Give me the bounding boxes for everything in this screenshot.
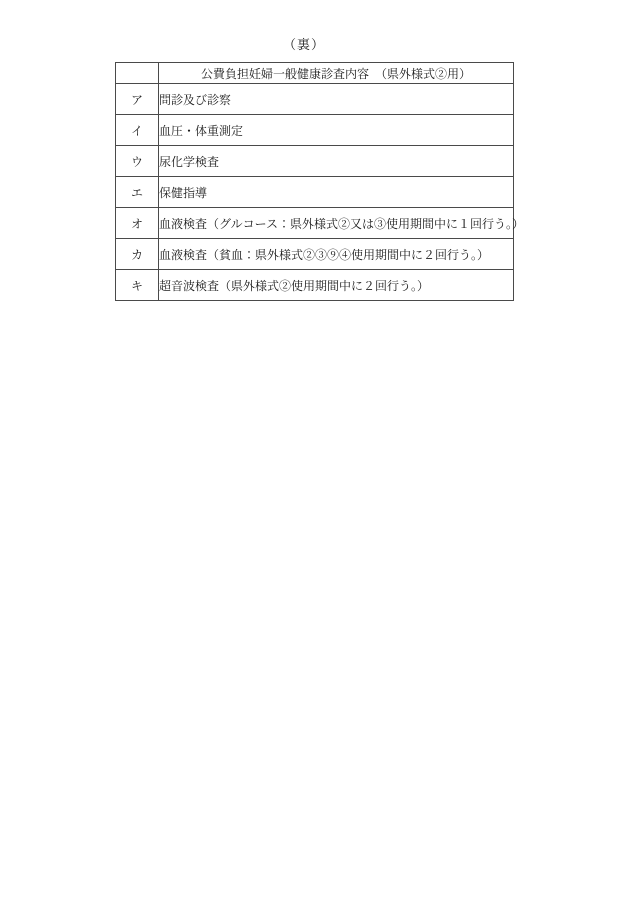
row-content: 血圧・体重測定 [159, 115, 514, 146]
row-content: 問診及び診察 [159, 84, 514, 115]
row-content: 超音波検査（県外様式②使用期間中に２回行う。） [159, 270, 514, 301]
exam-content-table [115, 62, 525, 301]
row-label: イ [116, 115, 159, 146]
table-row [116, 239, 514, 270]
table-row [116, 84, 514, 115]
row-content: 血液検査（グルコース：県外様式②又は③使用期間中に１回行う。） [159, 208, 514, 239]
row-label: キ [116, 270, 159, 301]
row-content: 尿化学検査 [159, 146, 514, 177]
table-row [116, 146, 514, 177]
page-side-label: （裏） [282, 37, 325, 52]
row-label: ア [116, 84, 159, 115]
table-header: 公費負担妊婦一般健康診査内容 （県外様式②用） [159, 63, 514, 84]
table-header-row [116, 63, 514, 84]
row-label: エ [116, 177, 159, 208]
table-row [116, 270, 514, 301]
table-row [116, 177, 514, 208]
row-content: 血液検査（貧血：県外様式②③⑨④使用期間中に２回行う。） [159, 239, 514, 270]
row-content: 保健指導 [159, 177, 514, 208]
table-row [116, 115, 514, 146]
row-label: ウ [116, 146, 159, 177]
table-row [116, 208, 514, 239]
row-label: カ [116, 239, 159, 270]
table-corner-blank [116, 63, 159, 84]
row-label: オ [116, 208, 159, 239]
